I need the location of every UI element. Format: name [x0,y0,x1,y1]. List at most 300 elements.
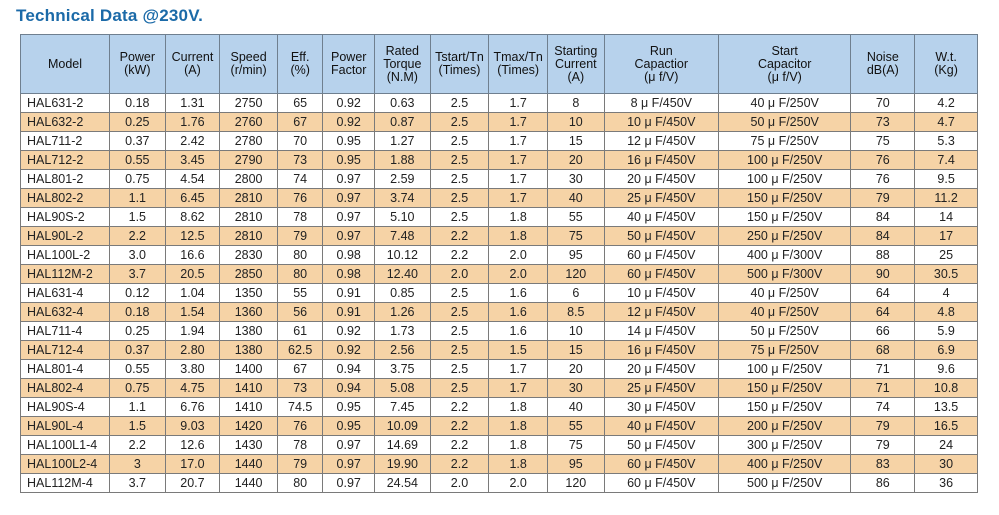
table-cell: 2800 [220,170,278,189]
table-cell: 8.62 [165,208,220,227]
table-cell: 1.7 [489,170,548,189]
table-cell: 12.5 [165,227,220,246]
table-cell: 10.09 [375,417,431,436]
table-cell: 10 μ F/450V [604,113,718,132]
table-cell: 2.5 [430,151,489,170]
table-cell: 0.12 [110,284,166,303]
model-cell: HAL112M-4 [21,474,110,493]
table-cell: 80 [277,246,323,265]
table-cell: 79 [277,227,323,246]
table-cell: 0.75 [110,170,166,189]
column-header: Current (A) [165,35,220,94]
table-cell: 2750 [220,94,278,113]
model-cell: HAL801-4 [21,360,110,379]
table-header [21,35,978,94]
table-cell: 11.2 [915,189,978,208]
table-cell: 25 μ F/450V [604,379,718,398]
table-cell: 80 [277,265,323,284]
table-cell: 1.7 [489,379,548,398]
table-cell: 1.27 [375,132,431,151]
table-cell: 50 μ F/450V [604,227,718,246]
table-cell: 40 μ F/450V [604,208,718,227]
model-cell: HAL711-4 [21,322,110,341]
table-cell: 79 [851,436,915,455]
table-row [21,189,978,208]
table-cell: 4.2 [915,94,978,113]
table-cell: 5.9 [915,322,978,341]
table-cell: 1.5 [110,208,166,227]
table-cell: 0.92 [323,322,375,341]
table-cell: 25 [915,246,978,265]
table-cell: 1.7 [489,189,548,208]
table-cell: 0.25 [110,113,166,132]
model-cell: HAL712-4 [21,341,110,360]
table-row [21,227,978,246]
table-cell: 1440 [220,474,278,493]
table-cell: 1.7 [489,94,548,113]
table-cell: 1.88 [375,151,431,170]
table-cell: 120 [547,474,604,493]
table-row [21,436,978,455]
table-cell: 75 μ F/250V [718,341,851,360]
model-cell: HAL112M-2 [21,265,110,284]
table-cell: 60 μ F/450V [604,455,718,474]
table-cell: 2.2 [110,436,166,455]
table-cell: 2.2 [430,227,489,246]
table-cell: 1440 [220,455,278,474]
table-cell: 64 [851,284,915,303]
table-cell: 2.5 [430,189,489,208]
table-cell: 50 μ F/450V [604,436,718,455]
table-cell: 78 [277,208,323,227]
table-cell: 20.7 [165,474,220,493]
table-cell: 80 [277,474,323,493]
table-cell: 9.5 [915,170,978,189]
table-cell: 1410 [220,379,278,398]
table-cell: 60 μ F/450V [604,246,718,265]
table-cell: 10 [547,113,604,132]
table-cell: 0.92 [323,94,375,113]
table-row [21,379,978,398]
table-cell: 19.90 [375,455,431,474]
table-cell: 1.7 [489,113,548,132]
model-cell: HAL801-2 [21,170,110,189]
table-cell: 7.48 [375,227,431,246]
table-cell: 0.94 [323,379,375,398]
table-cell: 0.97 [323,170,375,189]
table-cell: 55 [547,417,604,436]
table-cell: 3.7 [110,265,166,284]
table-cell: 79 [277,455,323,474]
table-cell: 0.95 [323,398,375,417]
table-cell: 2790 [220,151,278,170]
table-cell: 1.5 [110,417,166,436]
table-cell: 40 [547,398,604,417]
table-cell: 12.40 [375,265,431,284]
table-cell: 64 [851,303,915,322]
table-cell: 3.0 [110,246,166,265]
table-cell: 0.97 [323,189,375,208]
table-cell: 1360 [220,303,278,322]
table-cell: 5.10 [375,208,431,227]
table-cell: 20 [547,360,604,379]
table-cell: 2850 [220,265,278,284]
technical-data-table [20,34,978,493]
table-cell: 6.76 [165,398,220,417]
table-cell: 76 [277,417,323,436]
table-cell: 88 [851,246,915,265]
table-cell: 71 [851,360,915,379]
table-cell: 1380 [220,322,278,341]
table-cell: 1.8 [489,417,548,436]
table-cell: 2.5 [430,303,489,322]
table-row [21,170,978,189]
column-header: Eff. (%) [277,35,323,94]
table-cell: 16.5 [915,417,978,436]
table-cell: 78 [277,436,323,455]
table-cell: 150 μ F/250V [718,189,851,208]
model-cell: HAL100L2-4 [21,455,110,474]
table-cell: 2.2 [430,417,489,436]
model-cell: HAL631-4 [21,284,110,303]
table-cell: 79 [851,417,915,436]
table-cell: 16 μ F/450V [604,151,718,170]
table-cell: 1.8 [489,455,548,474]
table-cell: 2830 [220,246,278,265]
table-row [21,265,978,284]
table-cell: 1380 [220,341,278,360]
table-cell: 8 μ F/450V [604,94,718,113]
table-cell: 0.97 [323,227,375,246]
table-cell: 1.5 [489,341,548,360]
column-header: Power Factor [323,35,375,94]
table-cell: 2.0 [489,265,548,284]
table-cell: 84 [851,227,915,246]
table-cell: 4 [915,284,978,303]
table-cell: 1.7 [489,132,548,151]
table-cell: 55 [547,208,604,227]
table-row [21,208,978,227]
table-cell: 2.5 [430,208,489,227]
table-cell: 1420 [220,417,278,436]
table-cell: 500 μ F/250V [718,474,851,493]
model-cell: HAL802-2 [21,189,110,208]
table-cell: 2.5 [430,170,489,189]
model-cell: HAL632-4 [21,303,110,322]
table-row [21,474,978,493]
table-cell: 1.8 [489,436,548,455]
column-header: W.t. (Kg) [915,35,978,94]
table-cell: 2.2 [430,455,489,474]
table-cell: 1.1 [110,398,166,417]
table-cell: 0.95 [323,151,375,170]
table-cell: 4.7 [915,113,978,132]
table-cell: 6.45 [165,189,220,208]
table-cell: 1.7 [489,360,548,379]
table-cell: 1.6 [489,303,548,322]
table-cell: 67 [277,113,323,132]
table-cell: 3.75 [375,360,431,379]
table-cell: 0.97 [323,474,375,493]
table-cell: 2.2 [430,246,489,265]
table-cell: 100 μ F/250V [718,360,851,379]
table-cell: 2810 [220,208,278,227]
table-cell: 13.5 [915,398,978,417]
table-cell: 0.97 [323,436,375,455]
column-header: Tmax/Tn (Times) [489,35,548,94]
table-cell: 76 [851,170,915,189]
table-cell: 0.63 [375,94,431,113]
model-cell: HAL712-2 [21,151,110,170]
table-cell: 7.45 [375,398,431,417]
column-header: Starting Current (A) [547,35,604,94]
table-cell: 6.9 [915,341,978,360]
table-row [21,132,978,151]
table-cell: 10.12 [375,246,431,265]
table-cell: 50 μ F/250V [718,113,851,132]
table-cell: 2.5 [430,113,489,132]
table-row [21,303,978,322]
table-cell: 65 [277,94,323,113]
table-cell: 10 μ F/450V [604,284,718,303]
table-cell: 0.94 [323,360,375,379]
table-cell: 0.85 [375,284,431,303]
table-cell: 70 [851,94,915,113]
table-cell: 30 [915,455,978,474]
table-cell: 100 μ F/250V [718,151,851,170]
table-cell: 15 [547,341,604,360]
table-cell: 0.55 [110,151,166,170]
table-cell: 0.37 [110,341,166,360]
table-cell: 3.45 [165,151,220,170]
table-cell: 16.6 [165,246,220,265]
table-cell: 14 μ F/450V [604,322,718,341]
table-cell: 30 [547,170,604,189]
table-cell: 40 μ F/250V [718,94,851,113]
table-cell: 2780 [220,132,278,151]
table-cell: 12 μ F/450V [604,303,718,322]
table-cell: 10.8 [915,379,978,398]
table-cell: 0.91 [323,284,375,303]
table-cell: 9.03 [165,417,220,436]
table-cell: 76 [851,151,915,170]
table-cell: 1.8 [489,208,548,227]
table-cell: 15 [547,132,604,151]
table-cell: 20 μ F/450V [604,360,718,379]
table-cell: 20 μ F/450V [604,170,718,189]
table-cell: 90 [851,265,915,284]
table-row [21,151,978,170]
model-cell: HAL100L1-4 [21,436,110,455]
table-row [21,360,978,379]
table-cell: 0.97 [323,208,375,227]
table-row [21,246,978,265]
table-cell: 250 μ F/250V [718,227,851,246]
table-cell: 2.5 [430,132,489,151]
table-cell: 1.26 [375,303,431,322]
table-cell: 2810 [220,227,278,246]
table-cell: 200 μ F/250V [718,417,851,436]
table-cell: 30 μ F/450V [604,398,718,417]
table-cell: 2.5 [430,360,489,379]
table-cell: 2.0 [430,474,489,493]
column-header: Start Capacitor (μ f/V) [718,35,851,94]
table-cell: 40 [547,189,604,208]
table-cell: 1350 [220,284,278,303]
table-cell: 61 [277,322,323,341]
table-cell: 2.5 [430,284,489,303]
page-title: Technical Data @230V. [16,6,204,25]
table-cell: 1.94 [165,322,220,341]
table-row [21,322,978,341]
table-cell: 1.04 [165,284,220,303]
table-cell: 8 [547,94,604,113]
table-cell: 0.92 [323,113,375,132]
table-cell: 0.98 [323,246,375,265]
table-cell: 1.7 [489,151,548,170]
model-cell: HAL632-2 [21,113,110,132]
table-cell: 2760 [220,113,278,132]
table-cell: 2.2 [430,436,489,455]
table-cell: 68 [851,341,915,360]
table-cell: 83 [851,455,915,474]
table-row [21,417,978,436]
table-cell: 75 μ F/250V [718,132,851,151]
table-cell: 400 μ F/250V [718,455,851,474]
table-cell: 9.6 [915,360,978,379]
table-cell: 1.54 [165,303,220,322]
table-cell: 86 [851,474,915,493]
table-cell: 0.95 [323,132,375,151]
column-header: Noise dB(A) [851,35,915,94]
table-cell: 100 μ F/250V [718,170,851,189]
table-cell: 1.8 [489,398,548,417]
table-cell: 67 [277,360,323,379]
table-cell: 30 [547,379,604,398]
table-cell: 1.6 [489,284,548,303]
table-cell: 0.98 [323,265,375,284]
table-cell: 1.73 [375,322,431,341]
table-cell: 0.18 [110,94,166,113]
table-cell: 120 [547,265,604,284]
table-cell: 3.7 [110,474,166,493]
table-cell: 74.5 [277,398,323,417]
table-cell: 74 [277,170,323,189]
table-cell: 2.5 [430,379,489,398]
column-header: Tstart/Tn (Times) [430,35,489,94]
table-cell: 56 [277,303,323,322]
model-cell: HAL711-2 [21,132,110,151]
table-cell: 0.18 [110,303,166,322]
table-cell: 2.5 [430,94,489,113]
table-cell: 400 μ F/300V [718,246,851,265]
table-cell: 0.37 [110,132,166,151]
table-cell: 60 μ F/450V [604,474,718,493]
table-cell: 2.0 [489,474,548,493]
table-cell: 30.5 [915,265,978,284]
table-row [21,94,978,113]
model-cell: HAL90S-2 [21,208,110,227]
table-cell: 10 [547,322,604,341]
table-cell: 2.0 [489,246,548,265]
table-cell: 0.95 [323,417,375,436]
table-cell: 73 [277,379,323,398]
table-cell: 0.97 [323,455,375,474]
table-cell: 2.42 [165,132,220,151]
table-cell: 0.55 [110,360,166,379]
model-cell: HAL90S-4 [21,398,110,417]
table-cell: 40 μ F/250V [718,284,851,303]
table-row [21,455,978,474]
table-cell: 8.5 [547,303,604,322]
table-cell: 95 [547,246,604,265]
table-cell: 150 μ F/250V [718,398,851,417]
table-cell: 1430 [220,436,278,455]
table-cell: 0.75 [110,379,166,398]
table-cell: 2.59 [375,170,431,189]
table-cell: 0.92 [323,341,375,360]
table-cell: 75 [547,227,604,246]
table-cell: 40 μ F/250V [718,303,851,322]
table-cell: 14.69 [375,436,431,455]
column-header: Speed (r/min) [220,35,278,94]
table-cell: 2.2 [430,398,489,417]
table-cell: 84 [851,208,915,227]
table-cell: 50 μ F/250V [718,322,851,341]
table-row [21,284,978,303]
table-cell: 3.74 [375,189,431,208]
table-cell: 2810 [220,189,278,208]
table-cell: 2.56 [375,341,431,360]
table-cell: 3.80 [165,360,220,379]
table-cell: 73 [851,113,915,132]
table-body [21,94,978,493]
table-cell: 36 [915,474,978,493]
column-header: Power (kW) [110,35,166,94]
table-row [21,341,978,360]
table-cell: 75 [851,132,915,151]
table-row [21,398,978,417]
table-cell: 16 μ F/450V [604,341,718,360]
table-cell: 25 μ F/450V [604,189,718,208]
column-header: Run Capactior (μ f/V) [604,35,718,94]
table-cell: 70 [277,132,323,151]
table-cell: 2.80 [165,341,220,360]
table-cell: 75 [547,436,604,455]
column-header: Model [21,35,110,94]
table-cell: 150 μ F/250V [718,208,851,227]
table-cell: 20 [547,151,604,170]
table-cell: 1.8 [489,227,548,246]
header-row [21,35,978,94]
table-cell: 20.5 [165,265,220,284]
table-cell: 0.25 [110,322,166,341]
table-cell: 3 [110,455,166,474]
table-cell: 150 μ F/250V [718,379,851,398]
table-cell: 500 μ F/300V [718,265,851,284]
table-cell: 24 [915,436,978,455]
table-cell: 1.1 [110,189,166,208]
table-cell: 2.5 [430,341,489,360]
table-cell: 79 [851,189,915,208]
table-cell: 60 μ F/450V [604,265,718,284]
table-cell: 1410 [220,398,278,417]
column-header: Rated Torque (N.M) [375,35,431,94]
table-row [21,113,978,132]
table-cell: 66 [851,322,915,341]
table-cell: 24.54 [375,474,431,493]
model-cell: HAL100L-2 [21,246,110,265]
